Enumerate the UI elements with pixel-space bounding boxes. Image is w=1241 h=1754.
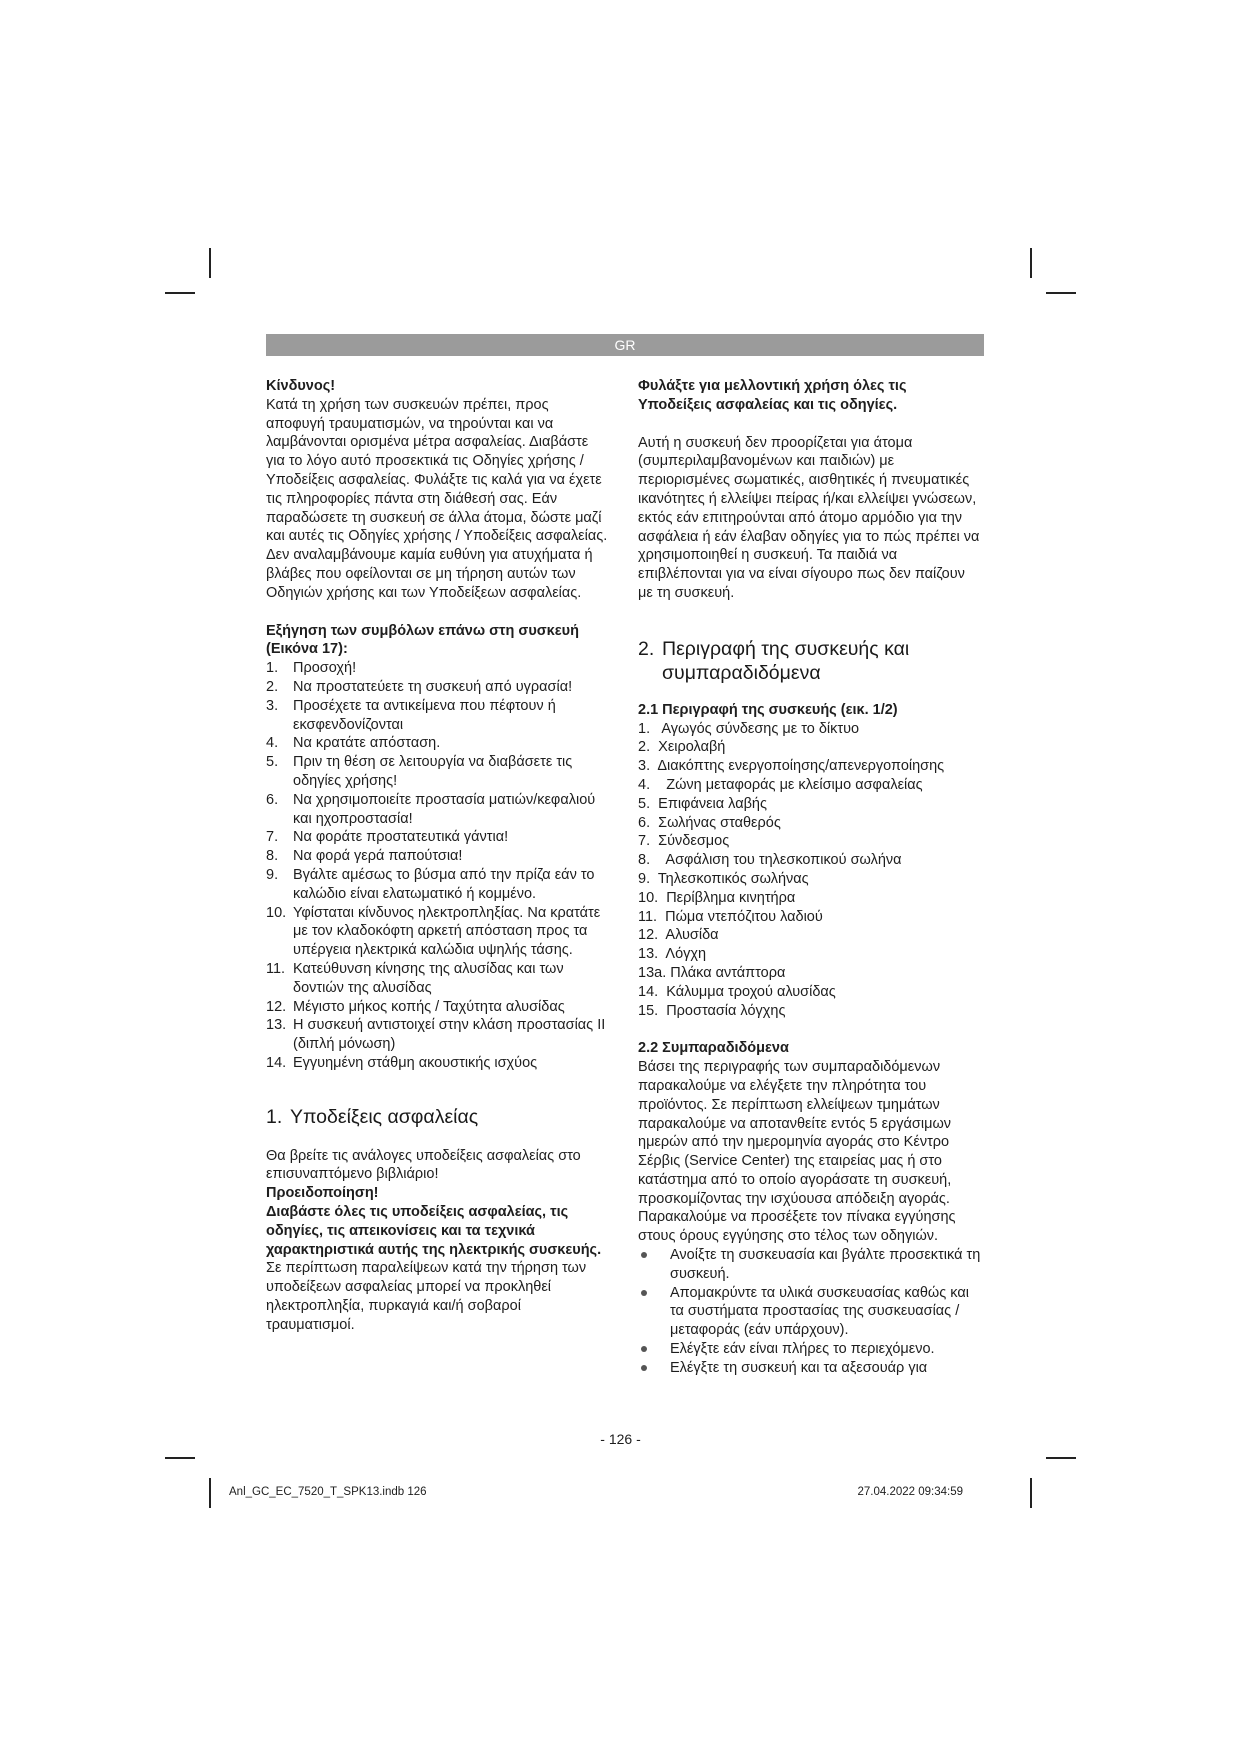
symbol-number: 8. [266, 848, 279, 865]
file-info: Anl_GC_EC_7520_T_SPK13.indb 126 [229, 1486, 427, 1498]
bullet-text: Ανοίξτε τη συσκευασία και βγάλτε προσεκτικά τη συσκευή. [670, 1247, 981, 1282]
symbols-title: Εξήγηση των συμβόλων επάνω στη συσκευή (Εικόνα 17): [266, 622, 579, 658]
section-number: 2. [638, 637, 655, 660]
part-item: 13a. Πλάκα αντάπτορα [638, 964, 786, 981]
symbol-number: 14. [266, 1054, 287, 1071]
symbol-number: 4. [266, 735, 279, 752]
part-item: 6. Σωλήνας σταθερός [638, 814, 781, 831]
section-number: 1. [266, 1105, 283, 1128]
symbol-item [266, 847, 611, 866]
symbol-number: 10. [266, 904, 287, 921]
print-datetime: 27.04.2022 09:34:59 [857, 1486, 963, 1498]
part-item: 9. Τηλεσκοπικός σωλήνας [638, 870, 809, 887]
bullet-item [638, 1340, 983, 1359]
section-title: Υποδείξεις ασφαλείας [290, 1105, 479, 1128]
symbol-text: Να κρατάτε απόσταση. [293, 735, 441, 752]
bullet-item [638, 1359, 983, 1378]
bullet-list [638, 1246, 983, 1378]
bullet-dot-icon [641, 1290, 647, 1296]
symbol-item [266, 866, 611, 904]
keep-instructions-title: Φυλάξτε για μελλοντική χρήση όλες τις Υποδείξεις ασφαλείας και τις οδηγίες. [638, 378, 907, 413]
part-item: 15. Προστασία λόγχης [638, 1002, 786, 1019]
symbol-text: Να φοράτε προστατευτικά γάντια! [293, 829, 509, 846]
part-item: 12. Αλυσίδα [638, 927, 719, 944]
warning-bold-text: Διαβάστε όλες τις υποδείξεις ασφαλείας, τις οδηγίες, τις απεικονίσεις και τα τεχνικά χαρακτηριστικά αυτής της ηλεκτρικής συσκευής. [266, 1204, 602, 1258]
subsection-2-2-title: 2.2 Συμπαραδιδόμενα [638, 1040, 789, 1057]
danger-title: Κίνδυνος! [266, 378, 336, 394]
symbols-list [266, 659, 611, 1073]
bullet-text: Ελέγξτε εάν είναι πλήρες το περιεχόμενο. [670, 1341, 935, 1358]
symbol-item [266, 734, 611, 753]
language-header-bar: GR [266, 334, 984, 356]
symbol-number: 3. [266, 697, 279, 714]
part-item: 8. Ασφάλιση του τηλεσκοπικού σωλήνα [638, 852, 902, 869]
symbol-item [266, 1016, 611, 1054]
part-item: 4. Ζώνη μεταφοράς με κλείσιμο ασφαλείας [638, 776, 923, 793]
warning-text: Σε περίπτωση παραλείψεων κατά την τήρηση των υποδείξεων ασφαλείας μπορεί να προκληθεί ηλεκτροπληξία, πυρκαγιά και/ή σοβαροί τραυματισμοί. [266, 1260, 587, 1333]
symbol-item [266, 678, 611, 697]
symbol-number: 1. [266, 660, 279, 677]
symbol-item [266, 791, 611, 829]
bullet-item [638, 1284, 983, 1340]
symbol-text: Προσέχετε τα αντικείμενα που πέφτουν ή εκσφενδονίζονται [293, 697, 556, 733]
section-1-heading [266, 1105, 611, 1129]
symbol-text: Κατεύθυνση κίνησης της αλυσίδας και των δοντιών της αλυσίδας [293, 960, 564, 996]
bullet-dot-icon [641, 1365, 647, 1371]
part-item: 10. Περίβλημα κινητήρα [638, 889, 796, 906]
warning-paragraph [266, 1203, 611, 1335]
symbol-number: 12. [266, 998, 287, 1015]
bullet-text: Απομακρύντε τα υλικά συσκευασίας καθώς και τα συστήματα προστασίας της συσκευασίας / μεταφοράς (εάν υπάρχουν). [670, 1284, 969, 1339]
bullet-text: Ελέγξτε τη συσκευή και τα αξεσουάρ για [670, 1359, 928, 1376]
symbol-number: 5. [266, 754, 279, 771]
symbol-text: Μέγιστο μήκος κοπής / Ταχύτητα αλυσίδας [293, 998, 565, 1015]
symbol-item [266, 659, 611, 678]
crop-mark [1030, 248, 1032, 278]
part-item: 13. Λόγχη [638, 946, 707, 963]
warning-title: Προειδοποίηση! [266, 1185, 379, 1202]
symbol-number: 6. [266, 791, 279, 808]
symbol-item [266, 697, 611, 735]
crop-mark [1030, 1478, 1032, 1508]
symbol-item [266, 828, 611, 847]
symbol-text: Προσοχή! [293, 660, 357, 677]
bullet-dot-icon [641, 1252, 647, 1258]
symbol-number: 13. [266, 1017, 287, 1034]
symbol-number: 9. [266, 866, 279, 883]
left-column [266, 377, 611, 1335]
part-item: 7. Σύνδεσμος [638, 833, 730, 850]
symbol-text: Να χρησιμοποιείτε προστασία ματιών/κεφαλιού και ηχοπροστασία! [293, 791, 596, 827]
part-item: 1. Αγωγός σύνδεσης με το δίκτυο [638, 720, 860, 737]
section-title-line-1: Περιγραφή της συσκευής και [662, 637, 910, 660]
part-item: 11. Πώμα ντεπόζιτου λαδιού [638, 908, 823, 925]
symbol-text: Να φορά γερά παπούτσια! [293, 848, 463, 865]
bullet-item [638, 1246, 983, 1284]
symbol-text: Βγάλτε αμέσως το βύσμα από την πρίζα εάν το καλώδιο είναι ελατωματικό ή κομμένο. [293, 866, 595, 902]
section-title-line-2: συμπαραδιδόμενα [662, 661, 821, 684]
crop-mark [165, 1457, 195, 1459]
symbol-text: Υφίσταται κίνδυνος ηλεκτροπληξίας. Να κρατάτε με τον κλαδοκόφτη αρκετή απόσταση προς τα υπέργεια ηλεκτρικά καλώδια υψηλής τάσης. [293, 904, 601, 959]
crop-mark [209, 248, 211, 278]
symbol-item [266, 1054, 611, 1073]
parts-list [638, 720, 983, 1021]
symbol-text: Να προστατεύετε τη συσκευή από υγρασία! [293, 678, 573, 695]
symbol-number: 2. [266, 678, 279, 695]
part-item: 14. Κάλυμμα τροχού αλυσίδας [638, 983, 836, 1000]
symbol-item [266, 904, 611, 960]
symbol-text: Η συσκευή αντιστοιχεί στην κλάση προστασίας II (διπλή μόνωση) [293, 1017, 606, 1053]
persons-warning-text: Αυτή η συσκευή δεν προορίζεται για άτομα (συμπεριλαμβανομένων και παιδιών) με περιορισμένες σωματικές, αισθητικές ή πνευματικές ικανότητες ή ελλείψει πείρας ή/και ελλείψει γνώσεων, εκτός εάν επιτηρούνται από άτομο αρμόδιο για την ασφάλεια ή εάν έλαβαν οδηγίες για το πώς πρέπει να χρησιμοποιηθεί η συσκευή. Τα παιδιά να επιβλέπονται για να είναι σίγουρο πως δεν παίζουν με τη συσκευή. [638, 434, 980, 601]
bullet-dot-icon [641, 1346, 647, 1352]
part-item: 3. Διακόπτης ενεργοποίησης/απενεργοποίησης [638, 758, 945, 775]
symbol-text: Πριν τη θέση σε λειτουργία να διαβάσετε τις οδηγίες χρήσης! [293, 754, 573, 789]
subsection-2-2-text: Βάσει της περιγραφής των συμπαραδιδόμενων παρακαλούμε να ελέγξετε την πληρότητα του προϊόντος. Σε περίπτωση ελλείψεων τμημάτων παρακαλούμε να αποτανθείτε εντός 5 εργάσιμων ημερών από την ημερομηνία αγοράς στο Κέντρο Σέρβις (Service Center) της εταιρείας μας ή στο κατάστημα από το οποίο αγοράσατε τη συσκευή, προσκομίζοντας την ισχύουσα απόδειξη αγοράς. Παρακαλούμε να προσέξετε τον πίνακα εγγύησης στους όρους εγγύησης στο τέλος των οδηγιών. [638, 1059, 956, 1245]
subsection-2-1-title: 2.1 Περιγραφή της συσκευής (εικ. 1/2) [638, 701, 898, 718]
page-number: - 126 - [600, 1431, 641, 1447]
symbol-number: 7. [266, 829, 279, 846]
right-column [638, 377, 983, 1378]
part-item: 2. Χειρολαβή [638, 739, 726, 756]
crop-mark [165, 292, 195, 294]
part-item: 5. Επιφάνεια λαβής [638, 795, 767, 812]
symbol-item [266, 960, 611, 998]
danger-text: Κατά τη χρήση των συσκευών πρέπει, προς αποφυγή τραυματισμών, να τηρούνται και να λαμβάνονται ορισμένα μέτρα ασφαλείας. Διαβάστε για το λόγο αυτό προσεκτικά τις Οδηγίες χρήσης / Υποδείξεις ασφαλείας. Φυλάξτε τις καλά για να έχετε τις πληροφορίες πάντα στη διάθεσή σας. Εάν παραδώσετε τη συσκευή σε άλλα άτομα, δώστε μαζί και αυτές τις Οδηγίες χρήσης / Υποδείξεις ασφαλείας. Δεν αναλαμβάνουμε καμία ευθύνη για ατυχήματα ή βλάβες που οφείλονται σε μη τήρηση αυτών των Οδηγιών χρήσης και των Υποδείξεων ασφαλείας. [266, 396, 608, 601]
section-2-heading [638, 637, 983, 685]
symbol-text: Εγγυημένη στάθμη ακουστικής ισχύος [293, 1054, 538, 1071]
section-1-text: Θα βρείτε τις ανάλογες υποδείξεις ασφαλείας στο επισυναπτόμενο βιβλιάριο! [266, 1147, 581, 1183]
crop-mark [209, 1478, 211, 1508]
crop-mark [1046, 292, 1076, 294]
symbol-item [266, 753, 611, 791]
symbol-item [266, 998, 611, 1017]
crop-mark [1046, 1457, 1076, 1459]
symbol-number: 11. [266, 960, 286, 977]
